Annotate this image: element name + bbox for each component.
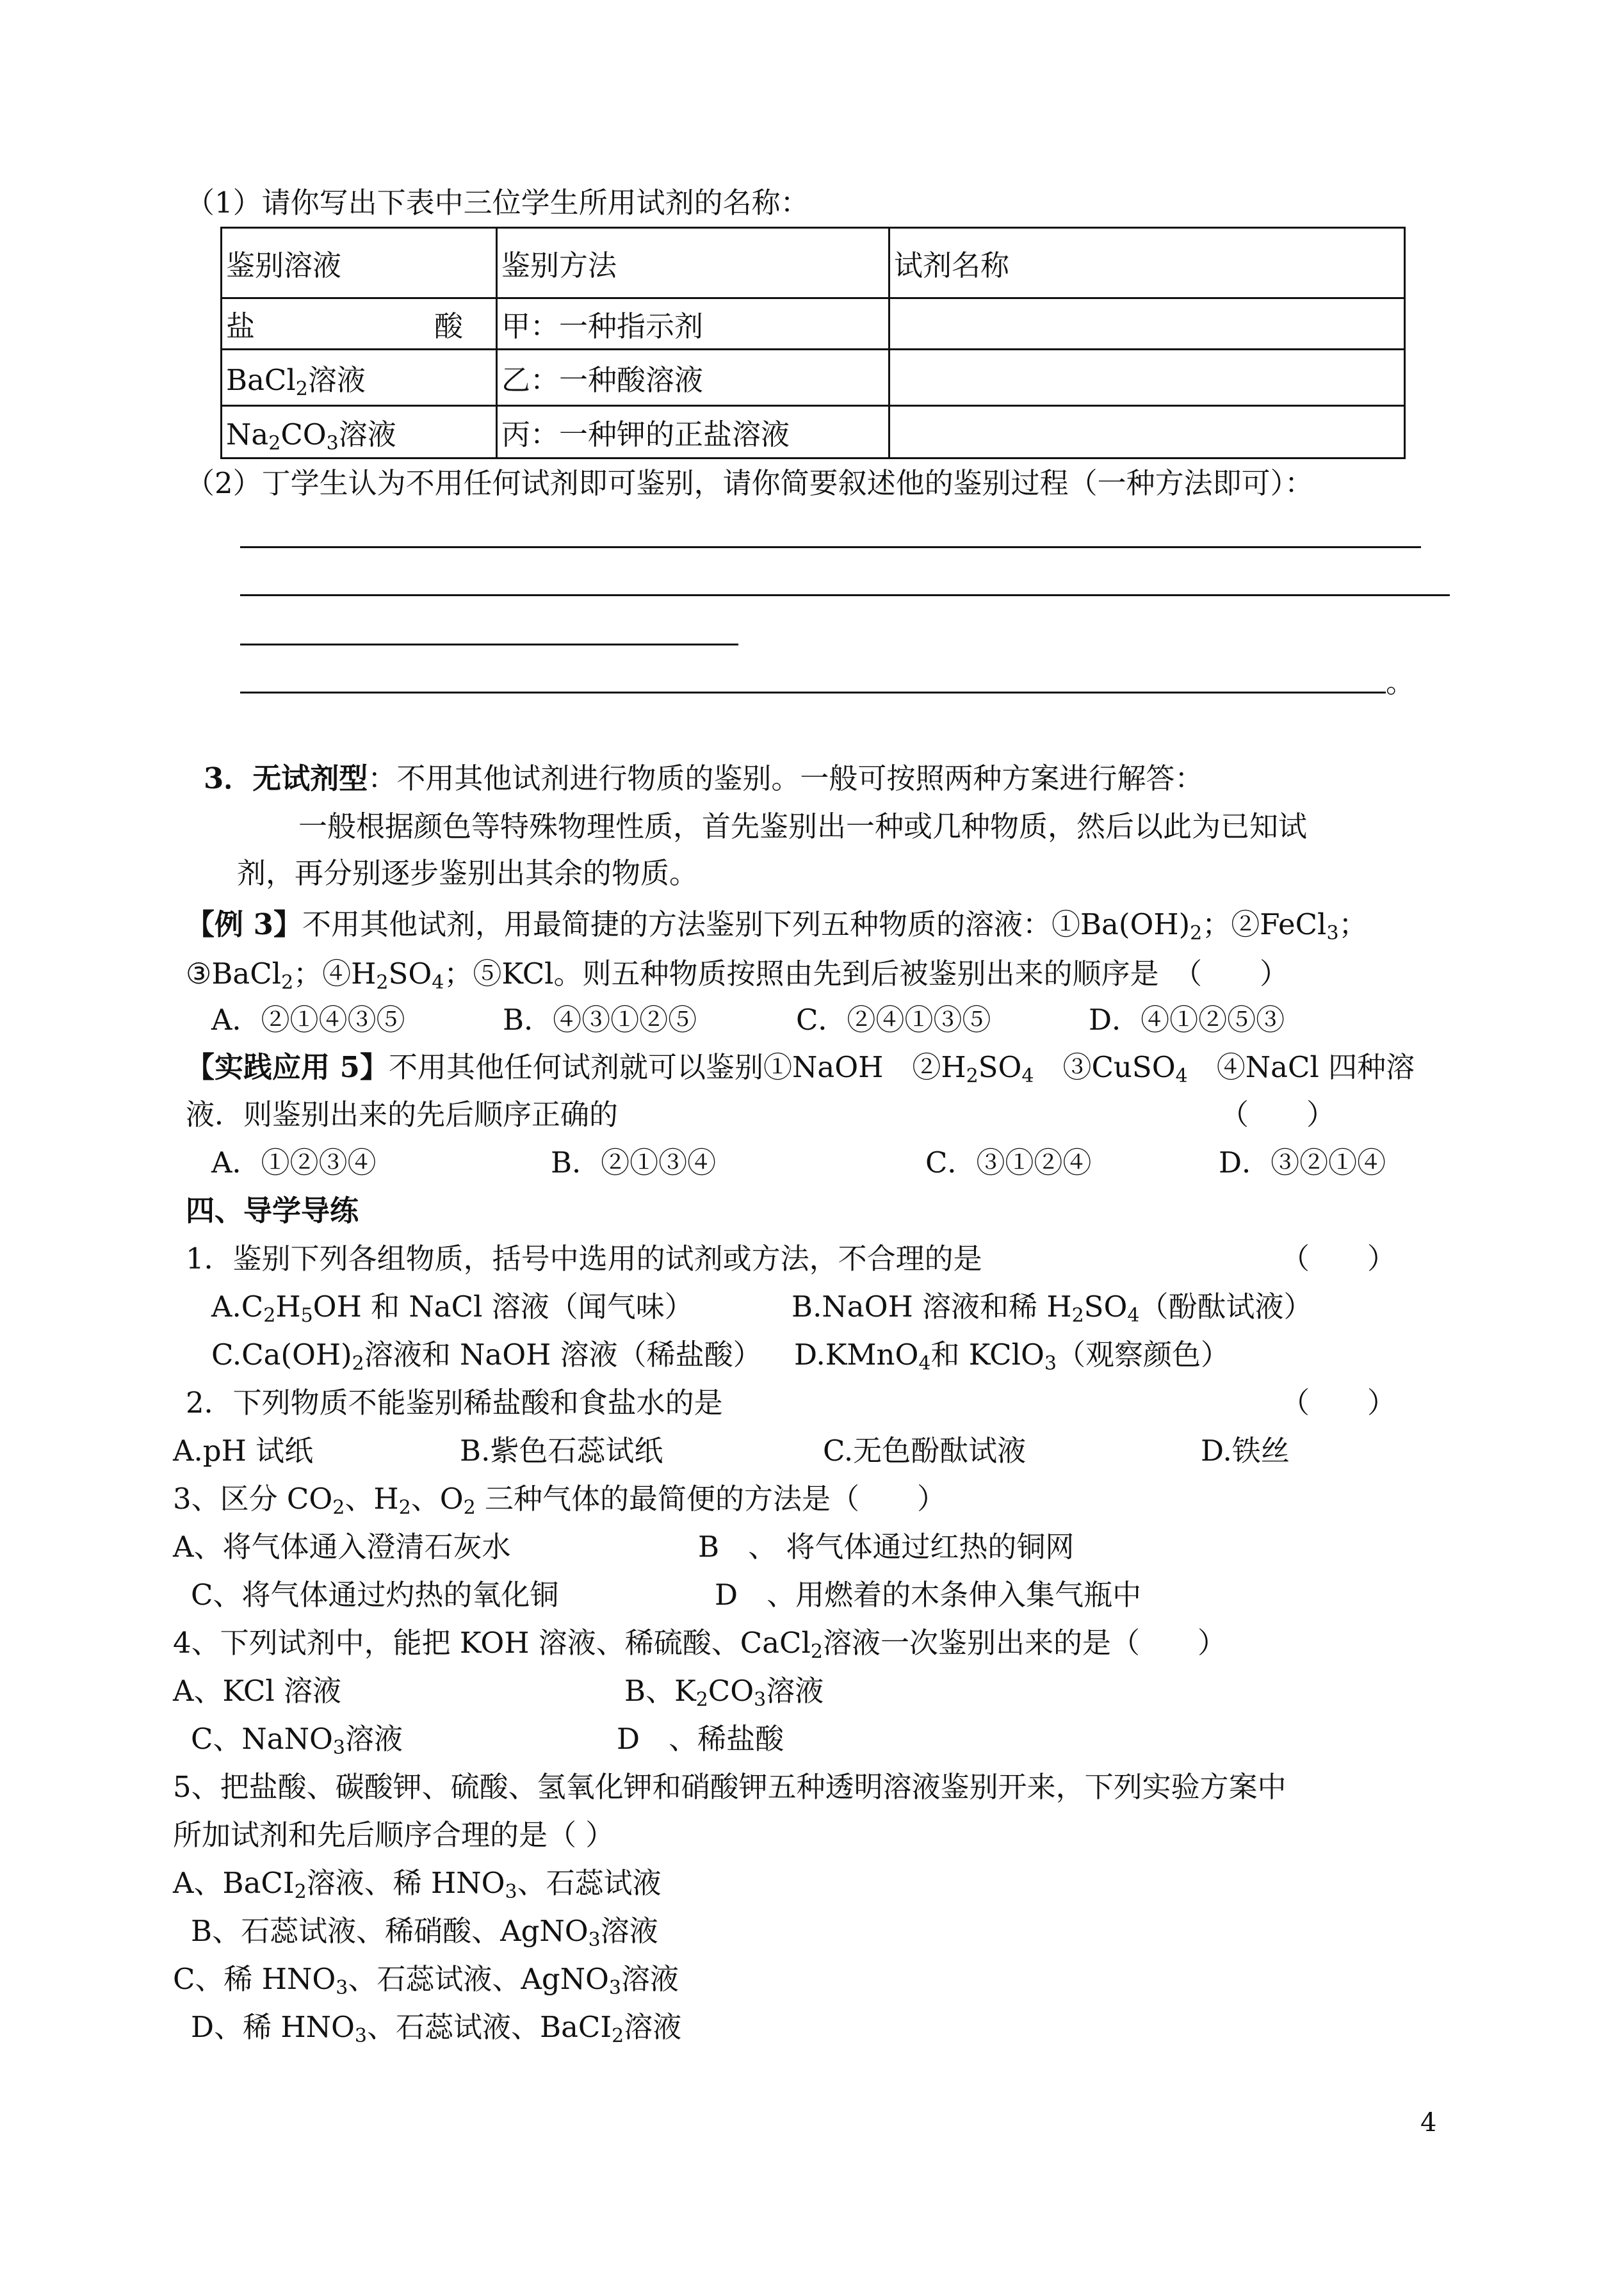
- table-cell-solution: $Na_2CO_3$溶液: [222, 406, 497, 458]
- practice-5-line1: 【实践应用 5】不用其他任何试剂就可以鉴别①NaOH $②H_2SO_4$ ③CuSO$_4$ ④NaCl 四种溶: [186, 1050, 1415, 1087]
- option-a: A、BaCI$_2$溶液、稀 $HNO_3$、石蕊试液: [173, 1866, 662, 1903]
- option-b: B、$K_2CO_3$溶液: [624, 1674, 824, 1711]
- option-d: D．③②①④: [1219, 1146, 1386, 1180]
- table-header-cell: 鉴别溶液: [222, 228, 497, 298]
- page-number: 4: [1420, 2108, 1437, 2137]
- option-b: B.NaOH 溶液和稀 $H_2SO_4$（酚酞试液）: [792, 1290, 1313, 1327]
- answer-line[interactable]: [240, 692, 1386, 693]
- answer-bracket[interactable]: （ ）: [1281, 1386, 1397, 1420]
- table-row: [222, 298, 1405, 350]
- table-cell-solution: 盐酸: [222, 298, 497, 350]
- option-d: D、稀 $HNO_3$、石蕊试液、BaCI$_2$溶液: [191, 2010, 682, 2047]
- option-b: B．④③①②⑤: [503, 1003, 697, 1037]
- answer-line[interactable]: [240, 644, 738, 645]
- question-4-stem: 4、下列试剂中，能把 KOH 溶液、稀硫酸、CaCl$_2$溶液一次鉴别出来的是（ ）: [173, 1626, 1226, 1663]
- q1-prompt: （1）请你写出下表中三位学生所用试剂的名称：: [186, 186, 809, 220]
- example-3-line2: ③BaCl$_2$；$④H_2SO_4$；⑤KCl。则五种物质按照由先到后被鉴别出来的顺序是 （ ）: [186, 957, 1289, 994]
- section-3-heading: 3．无试剂型：不用其他试剂进行物质的鉴别。一般可按照两种方案进行解答：: [204, 761, 1204, 795]
- example-3-line1: 【例 3】不用其他试剂，用最简捷的方法鉴别下列五种物质的溶液：$①Ba(OH)_2$；②FeCl$_3$；: [186, 907, 1368, 945]
- option-a: A.pH 试纸: [173, 1434, 314, 1468]
- option-b: B.紫色石蕊试纸: [460, 1434, 663, 1468]
- table-cell-method: 甲：一种指示剂: [497, 298, 889, 350]
- table-cell-method: 乙：一种酸溶液: [497, 350, 889, 406]
- option-d: D.KMnO$_4$和 KClO$_3$（观察颜色）: [794, 1338, 1230, 1375]
- table-cell-solution: BaCl$_2$溶液: [222, 350, 497, 406]
- section-3-para: 一般根据颜色等特殊物理性质，首先鉴别出一种或几种物质，然后以此为已知试: [298, 809, 1308, 843]
- option-c: C、将气体通过灼热的氧化铜: [191, 1578, 559, 1612]
- answer-line[interactable]: [240, 546, 1421, 548]
- answer-line[interactable]: [240, 594, 1450, 596]
- option-d: D 、稀盐酸: [617, 1722, 784, 1756]
- option-d: D 、用燃着的木条伸入集气瓶中: [715, 1578, 1142, 1612]
- table-row: [222, 350, 1405, 406]
- option-b: B 、 将气体通过红热的铜网: [698, 1530, 1075, 1564]
- question-3-stem: 3、区分 $CO_2$、$H_2$、$O_2$ 三种气体的最简便的方法是（ ）: [173, 1482, 946, 1519]
- reagent-table: [220, 227, 1406, 459]
- table-cell-reagent[interactable]: [889, 298, 1405, 350]
- option-a: A、将气体通入澄清石灰水: [173, 1530, 511, 1564]
- option-c: C、NaNO$_3$溶液: [191, 1722, 403, 1759]
- option-a: $A.C_2H_5OH$ 和 NaCl 溶液（闻气味）: [211, 1290, 694, 1327]
- question-1-stem: 1．鉴别下列各组物质，括号中选用的试剂或方法，不合理的是: [186, 1242, 982, 1276]
- table-row: [222, 406, 1405, 458]
- option-a: A．②①④③⑤: [211, 1003, 405, 1037]
- answer-bracket[interactable]: （ ）: [1220, 1098, 1336, 1131]
- question-5-stem: 5、把盐酸、碳酸钾、硫酸、氢氧化钾和硝酸钾五种透明溶液鉴别开来，下列实验方案中: [173, 1770, 1287, 1804]
- table-header-row: [222, 228, 1405, 298]
- q2-prompt: （2）丁学生认为不用任何试剂即可鉴别，请你简要叙述他的鉴别过程（一种方法即可）：: [186, 466, 1314, 500]
- option-b: B．②①③④: [551, 1146, 717, 1180]
- option-c: C．③①②④: [925, 1146, 1092, 1180]
- question-2-stem: 2．下列物质不能鉴别稀盐酸和食盐水的是: [186, 1386, 723, 1420]
- q2-end-mark: 。: [1386, 665, 1415, 699]
- table-cell-reagent[interactable]: [889, 350, 1405, 406]
- table-header-cell: 鉴别方法: [497, 228, 889, 298]
- option-d: D.铁丝: [1201, 1434, 1290, 1468]
- answer-bracket[interactable]: （ ）: [1281, 1242, 1397, 1276]
- table-cell-reagent[interactable]: [889, 406, 1405, 458]
- option-b: B、石蕊试液、稀硝酸、AgNO$_3$溶液: [191, 1914, 658, 1951]
- option-d: D．④①②⑤③: [1089, 1003, 1285, 1037]
- table-header-cell: 试剂名称: [889, 228, 1405, 298]
- practice-5-line2: 液．则鉴别出来的先后顺序正确的: [186, 1098, 619, 1131]
- table-cell-method: 丙：一种钾的正盐溶液: [497, 406, 889, 458]
- option-c: C.无色酚酞试液: [823, 1434, 1027, 1468]
- option-c: C、稀 $HNO_3$、石蕊试液、AgNO$_3$溶液: [173, 1962, 679, 1999]
- option-c: C．②④①③⑤: [796, 1003, 991, 1037]
- option-a: A、KCl 溶液: [173, 1674, 342, 1708]
- option-a: A．①②③④: [211, 1146, 377, 1180]
- option-c: $C.Ca(OH)_2$溶液和 NaOH 溶液（稀盐酸）: [211, 1338, 762, 1375]
- section-4-heading: 四、导学导练: [186, 1194, 359, 1228]
- question-5-stem: 所加试剂和先后顺序合理的是（ ）: [173, 1818, 615, 1852]
- section-3-para: 剂，再分别逐步鉴别出其余的物质。: [237, 856, 699, 890]
